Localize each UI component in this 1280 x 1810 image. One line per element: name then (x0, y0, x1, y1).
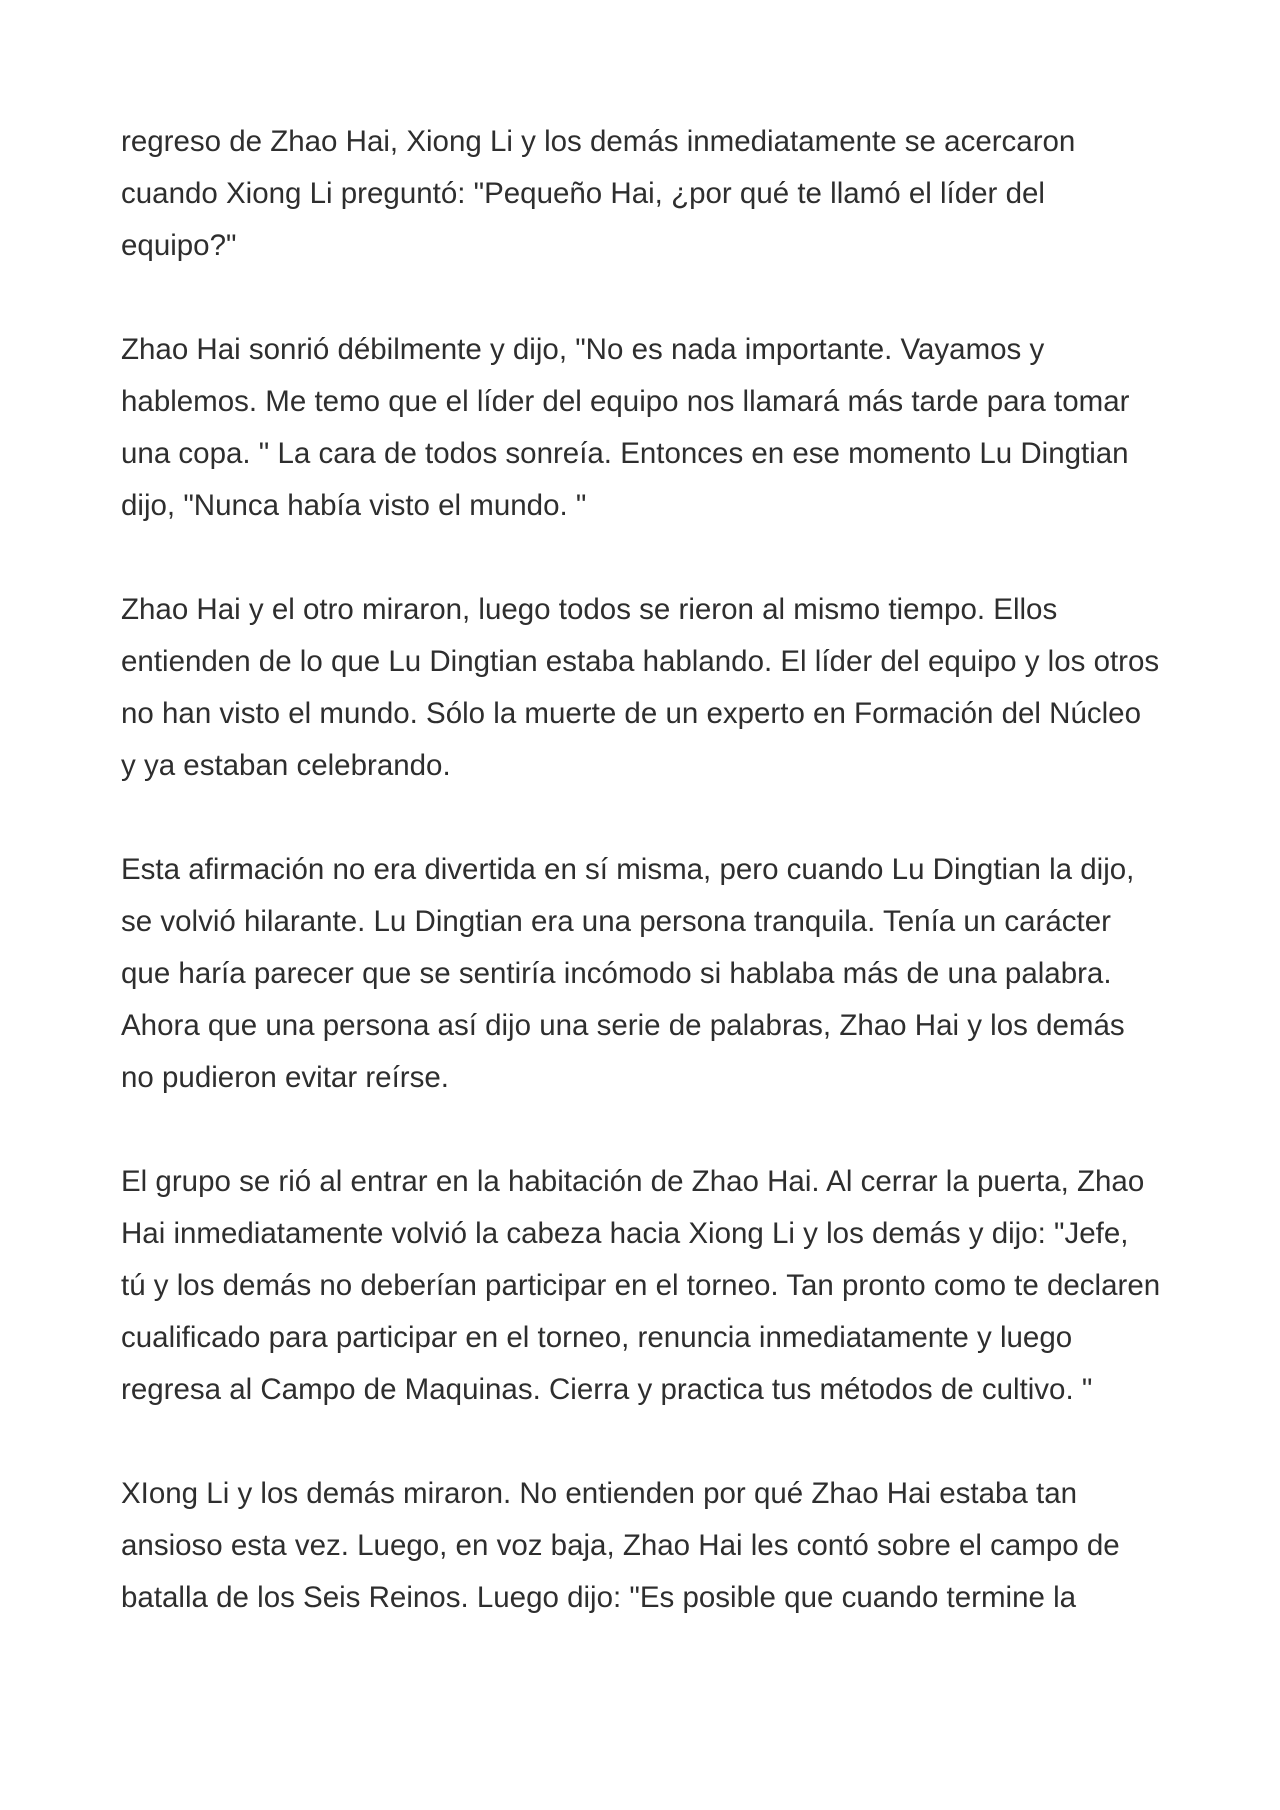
paragraph-5: El grupo se rió al entrar en la habitación de Zhao Hai. Al cerrar la puerta, Zhao Hai inmediatamente volvió la cabeza hacia Xiong Li y los demás y dijo: "Jefe, tú y los demás no deberían participar en el torneo. Tan pronto como te declaren cualificado para participar en el torneo, renuncia inmediatamente y luego regresa al Campo de Maquinas. Cierra y practica tus métodos de cultivo. " (121, 1165, 1161, 1406)
document-body (121, 116, 1161, 1676)
paragraph-1: regreso de Zhao Hai, Xiong Li y los demás inmediatamente se acercaron cuando Xiong Li preguntó: "Pequeño Hai, ¿por qué te llamó el líder del equipo?" (121, 125, 1076, 262)
paragraph-2: Zhao Hai sonrió débilmente y dijo, "No es nada importante. Vayamos y hablemos. Me temo que el líder del equipo nos llamará más tarde para tomar una copa. " La cara de todos sonreía. Entonces en ese momento Lu Dingtian dijo, "Nunca había visto el mundo. " (121, 333, 1130, 522)
paragraph-4: Esta afirmación no era divertida en sí misma, pero cuando Lu Dingtian la dijo, se volvió hilarante. Lu Dingtian era una persona tranquila. Tenía un carácter que haría parecer que se sentiría incómodo si hablaba más de una palabra. Ahora que una persona así dijo una serie de palabras, Zhao Hai y los demás no pudieron evitar reírse. (121, 853, 1135, 1094)
paragraph-3: Zhao Hai y el otro miraron, luego todos se rieron al mismo tiempo. Ellos entienden de lo que Lu Dingtian estaba hablando. El líder del equipo y los otros no han visto el mundo. Sólo la muerte de un experto en Formación del Núcleo y ya estaban celebrando. (121, 593, 1160, 782)
paragraph-6: XIong Li y los demás miraron. No entienden por qué Zhao Hai estaba tan ansioso esta vez. Luego, en voz baja, Zhao Hai les contó sobre el campo de batalla de los Seis Reinos. Luego dijo: "Es posible que cuando termine la (121, 1477, 1120, 1614)
